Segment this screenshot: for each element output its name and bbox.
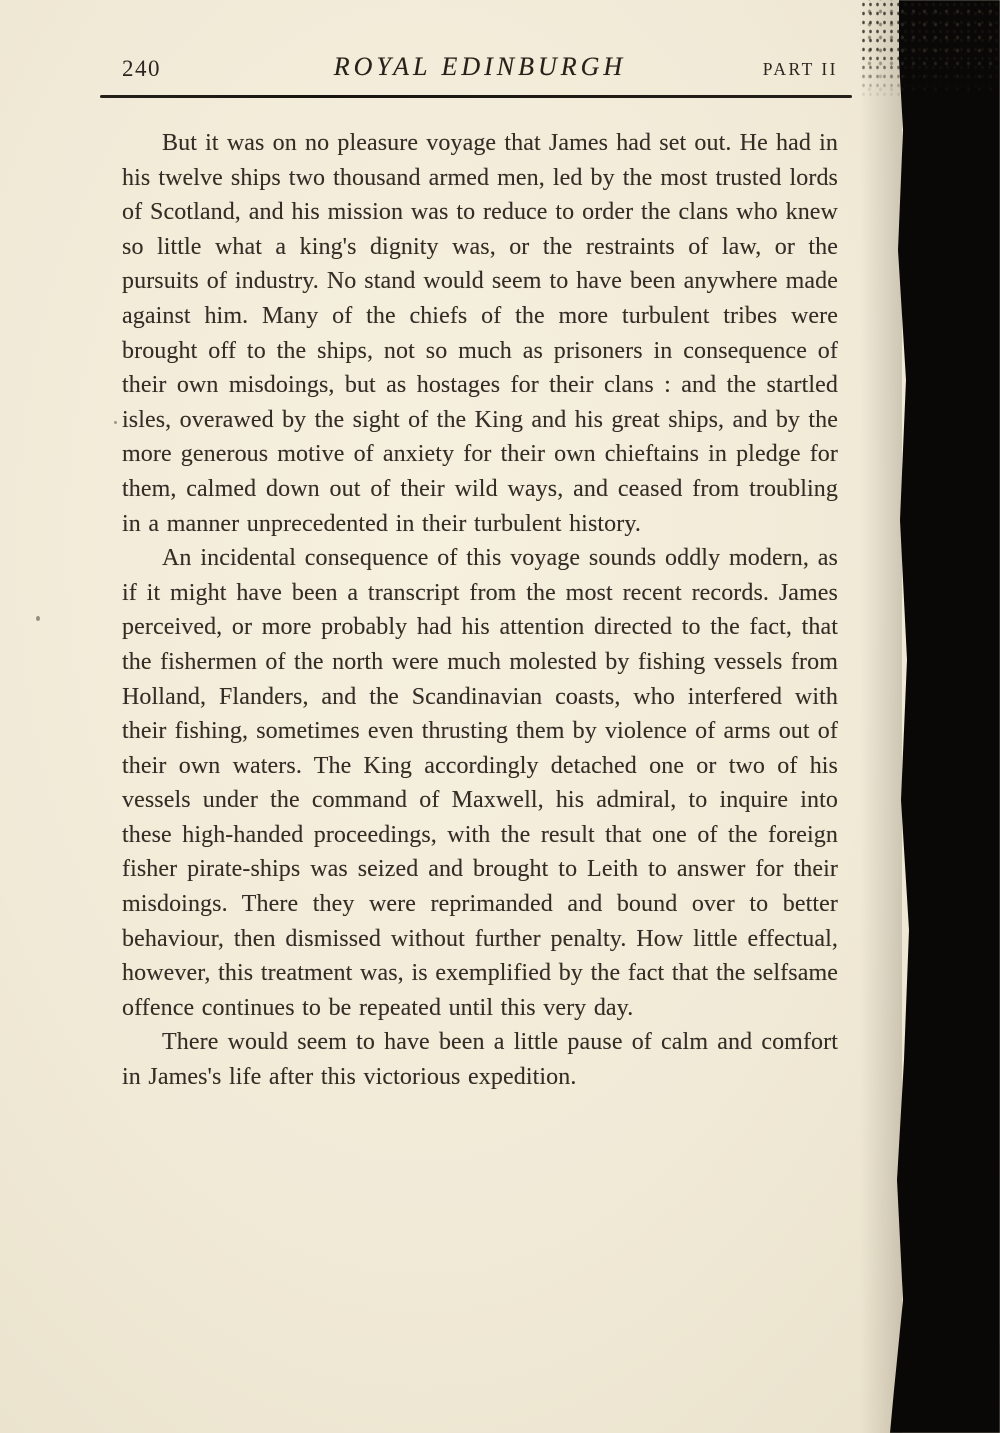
paragraph-1: But it was on no pleasure voyage that James had set out. He had in his twelve ships two thousand armed men, led by the most trusted lords of Scotland, and his mission was to reduce to order the clans who knew so little what a king's dignity was, or the restraints of law, or the pursuits of industry. No stand would seem to have been anywhere made against him. Many of the chiefs of the more turbulent tribes were brought off to the ships, not so much as prisoners in consequence of their own misdoings, but as hostages for their clans : and the startled isles, overawed by the sight of the King and his great ships, and by the more generous motive of anxiety for their own chieftains in pledge for them, calmed down out of their wild ways, and ceased from troubling in a manner unprecedented in their turbulent history.: [122, 130, 838, 537]
part-label: PART II: [762, 59, 838, 79]
page-number: 240: [122, 56, 161, 81]
header-rule: [100, 95, 852, 98]
paragraph-2: An incidental consequence of this voyage sounds oddly modern, as if it might have been a transcript from the most recent records. James perceived, or more probably had his attention directed to the fact, that the fishermen of the north were much molested by fishing vessels from Holland, Flanders, and the Scandinavian coasts, who interfered with their fishing, sometimes even thrusting them by violence of arms out of their own waters. The King accordingly detached one or two of his vessels under the command of Maxwell, his admiral, to inquire into these high-handed proceedings, with the result that one of the foreign fisher pirate-ships was seized and brought to Leith to answer for their misdoings. There they were reprimanded and bound over to better behaviour, then dismissed without further penalty. How little effectual, however, this treatment was, is exemplified by the fact that the selfsame offence continues to be repeated until this very day.: [122, 545, 838, 1021]
running-title: ROYAL EDINBURGH: [333, 52, 627, 81]
paragraph-3: There would seem to have been a little pause of calm and comfort in James's life after this victorious expedition.: [122, 1029, 838, 1091]
page-body: [122, 126, 838, 1095]
page-header: [122, 50, 838, 82]
